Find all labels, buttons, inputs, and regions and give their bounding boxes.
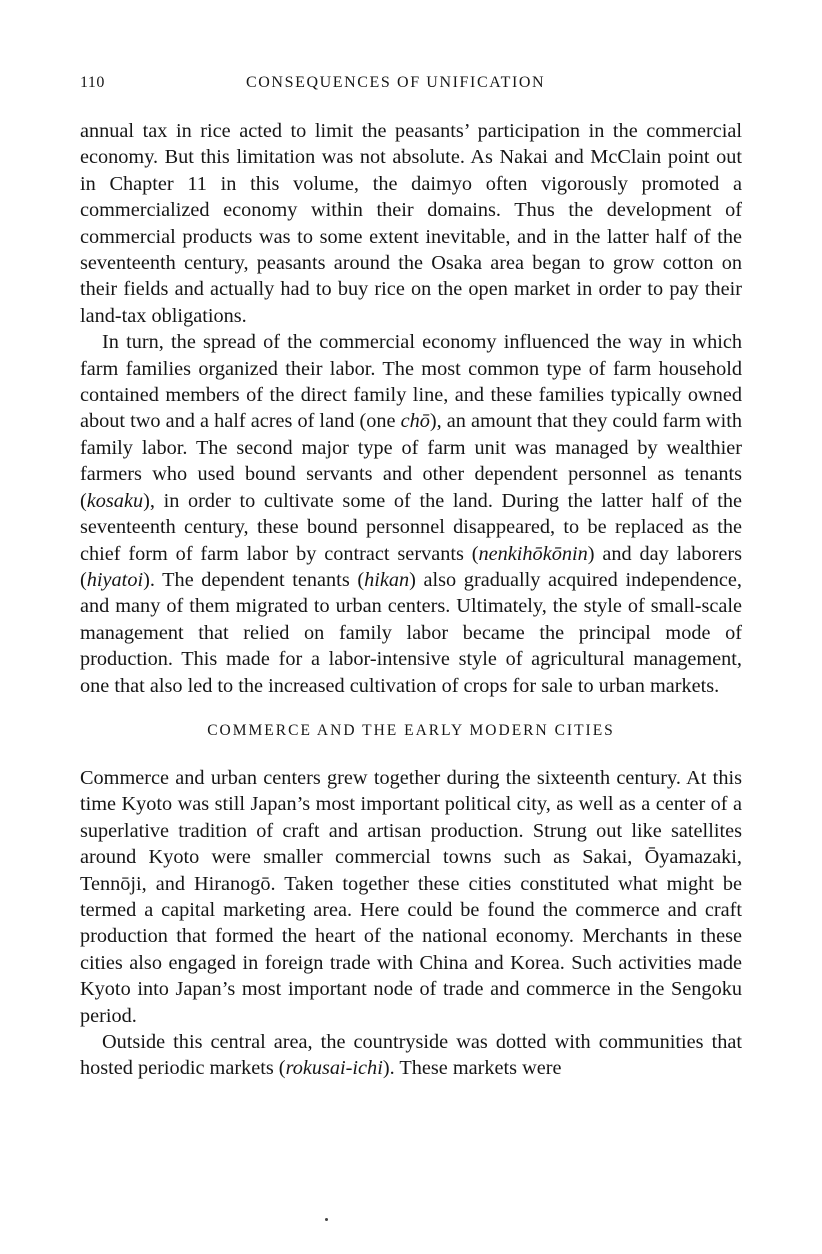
running-title: CONSEQUENCES OF UNIFICATION: [246, 74, 546, 91]
text-run: In turn, the spread of the commercial economy influenced the way in which farm families organized their labor. The most common type of farm household contained members of the direct family line, and these families typically owned about two and a half acres of land (one: [80, 331, 742, 433]
page-number: 110: [80, 74, 105, 91]
term-cho: chō: [400, 410, 430, 433]
term-hikan: hikan: [364, 568, 410, 591]
term-nenkihokonin: nenkihōkōnin: [478, 542, 588, 565]
paragraph-continued: annual tax in rice acted to limit the peasants’ participation in the commercial economy. But this limitation was not absolute. As Nakai and McClain point out in Chapter 11 in this volume, the daimyo often vigorously promoted a commercialized economy within their domains. Thus the development of commercial products was to some extent inevitable, and in the latter half of the seventeenth century, peasants around the Osaka area began to grow cotton on their fields and actually had to buy rice on the open market in order to pay their land-tax obligations.: [80, 120, 742, 327]
paragraph-commerce: Commerce and urban centers grew together during the sixteenth century. At this time Kyoto was still Japan’s most important political city, as well as a center of a superlative tradition of craft and artisan production. Strung out like satellites around Kyoto were smaller commercial towns such as Sakai, Ōyamazaki, Tennōji, and Hiranogō. Taken together these cities constituted what might be termed a capital marketing area. Here could be found the commerce and craft production that formed the heart of the national economy. Merchants in these cities also engaged in foreign trade with China and Korea. Such activities made Kyoto into Japan’s most important node of trade and commerce in the Sengoku period.: [80, 766, 742, 1027]
term-hiyatoi: hiyatoi: [86, 568, 144, 591]
body-text: [80, 118, 742, 1082]
term-kosaku: kosaku: [86, 489, 144, 512]
text-run: ). These markets were: [382, 1057, 562, 1080]
running-head: [80, 74, 742, 96]
section-heading: COMMERCE AND THE EARLY MODERN CITIES: [207, 721, 615, 739]
paragraph-periodic-markets: [80, 1029, 742, 1082]
text-run: ), in order to cultivate some of the land. During the latter half of the seventeenth century, these bound personnel disappeared, to be replaced as the chief form of farm labor by contract servants (: [80, 489, 742, 565]
term-rokusai-ichi: rokusai-ichi: [285, 1057, 383, 1080]
text-run: Outside this central area, the countryside was dotted with communities that hosted periodic markets (: [80, 1031, 742, 1080]
paragraph-farm-labor: [80, 329, 742, 699]
text-run: ) and day laborers (: [80, 542, 742, 591]
stray-mark: [325, 1218, 328, 1221]
text-run: ) also gradually acquired independence, and many of them migrated to urban centers. Ultimately, the style of small-scale management that relied on family labor became the principal mode of production. This made for a labor-intensive style of agricultural management, one that also led to the increased cultivation of crops for sale to urban markets.: [80, 568, 742, 697]
text-run: ), an amount that they could farm with family labor. The second major type of farm unit was managed by wealthier farmers who used bound servants and other dependent personnel as tenants (: [80, 410, 742, 512]
text-run: ). The dependent tenants (: [143, 568, 365, 591]
